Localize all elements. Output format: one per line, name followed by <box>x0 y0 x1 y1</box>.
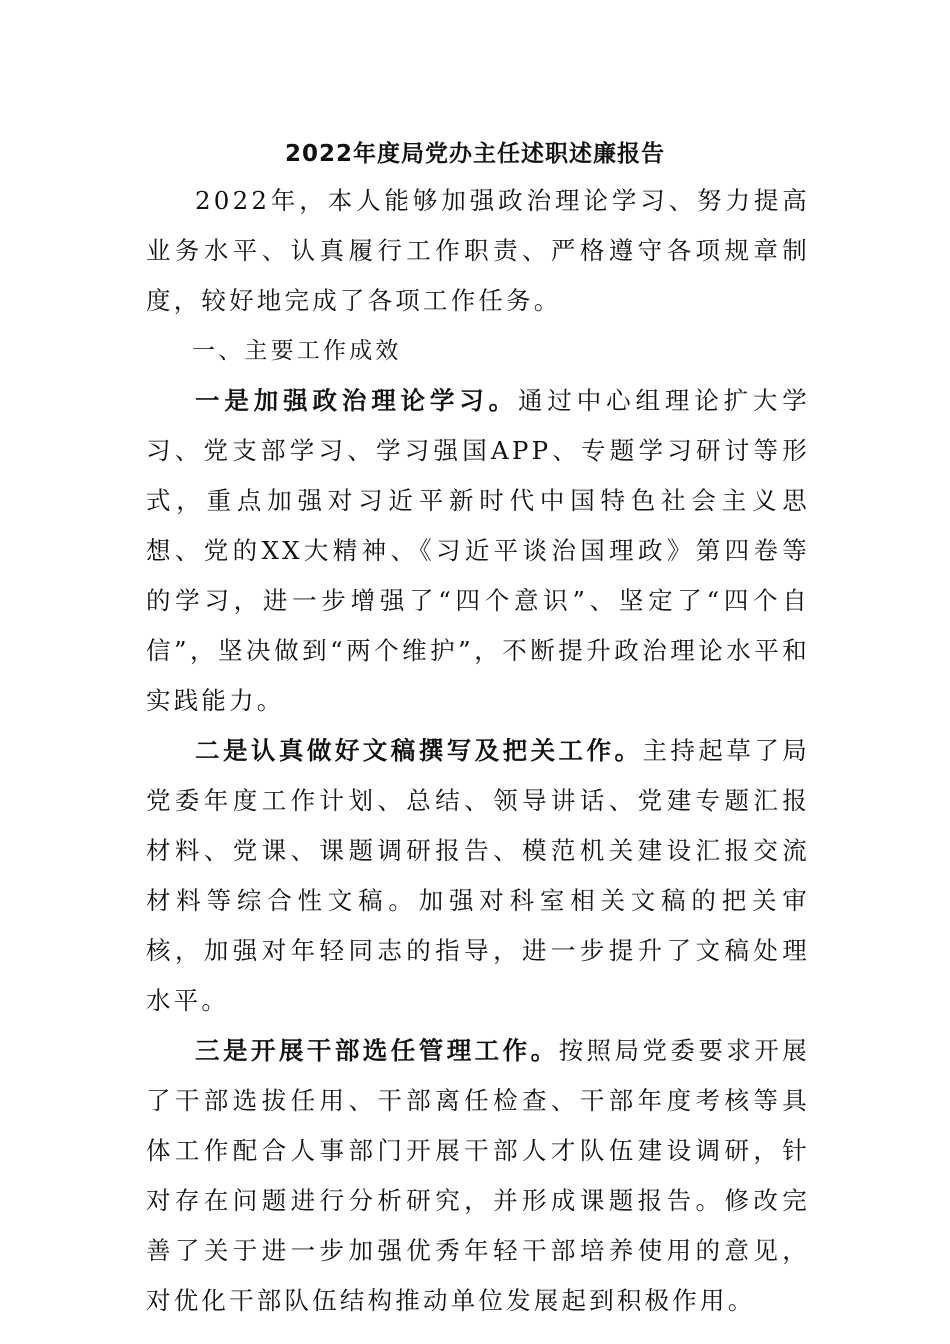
item-paragraph-1 <box>146 376 810 726</box>
document-body <box>146 176 810 1326</box>
document-title: 2022年度局党办主任述职述廉报告 <box>284 141 665 167</box>
intro-paragraph: 2022年，本人能够加强政治理论学习、努力提高业务水平、认真履行工作职责、严格遵守各项规章制度，较好地完成了各项工作任务。 <box>146 186 810 315</box>
item-text-3: 按照局党委要求开展了干部选拔任用、干部离任检查、干部年度考核等具体工作配合人事部门开展干部人才队伍建设调研，针对存在问题进行分析研究，并形成课题报告。修改完善了关于进一步加强优秀年轻干部培养使用的意见，对优化干部队伍结构推动单位发展起到积极作用。 <box>146 1036 810 1315</box>
item-paragraph-2 <box>146 726 810 1026</box>
item-text-2: 主持起草了局党委年度工作计划、总结、领导讲话、党建专题汇报材料、党课、课题调研报告、模范机关建设汇报交流材料等综合性文稿。加强对科室相关文稿的把关审核，加强对年轻同志的指导，进一步提升了文稿处理水平。 <box>146 736 811 1015</box>
item-lead-2: 二是认真做好文稿撰写及把关工作。 <box>195 736 643 765</box>
section-heading: 一、主要工作成效 <box>192 338 402 364</box>
item-lead-1: 一是加强政治理论学习。 <box>195 386 519 415</box>
item-text-1: 通过中心组理论扩大学习、党支部学习、学习强国APP、专题学习研讨等形式，重点加强对习近平新时代中国特色社会主义思想、党的XX大精神、《习近平谈治国理政》第四卷等的学习，进一步增强了“四个意识”、坚定了“四个自信”，坚决做到“两个维护”，不断提升政治理论水平和实践能力。 <box>146 386 810 715</box>
item-lead-3: 三是开展干部选任管理工作。 <box>195 1036 559 1065</box>
item-paragraph-3 <box>146 1026 810 1326</box>
